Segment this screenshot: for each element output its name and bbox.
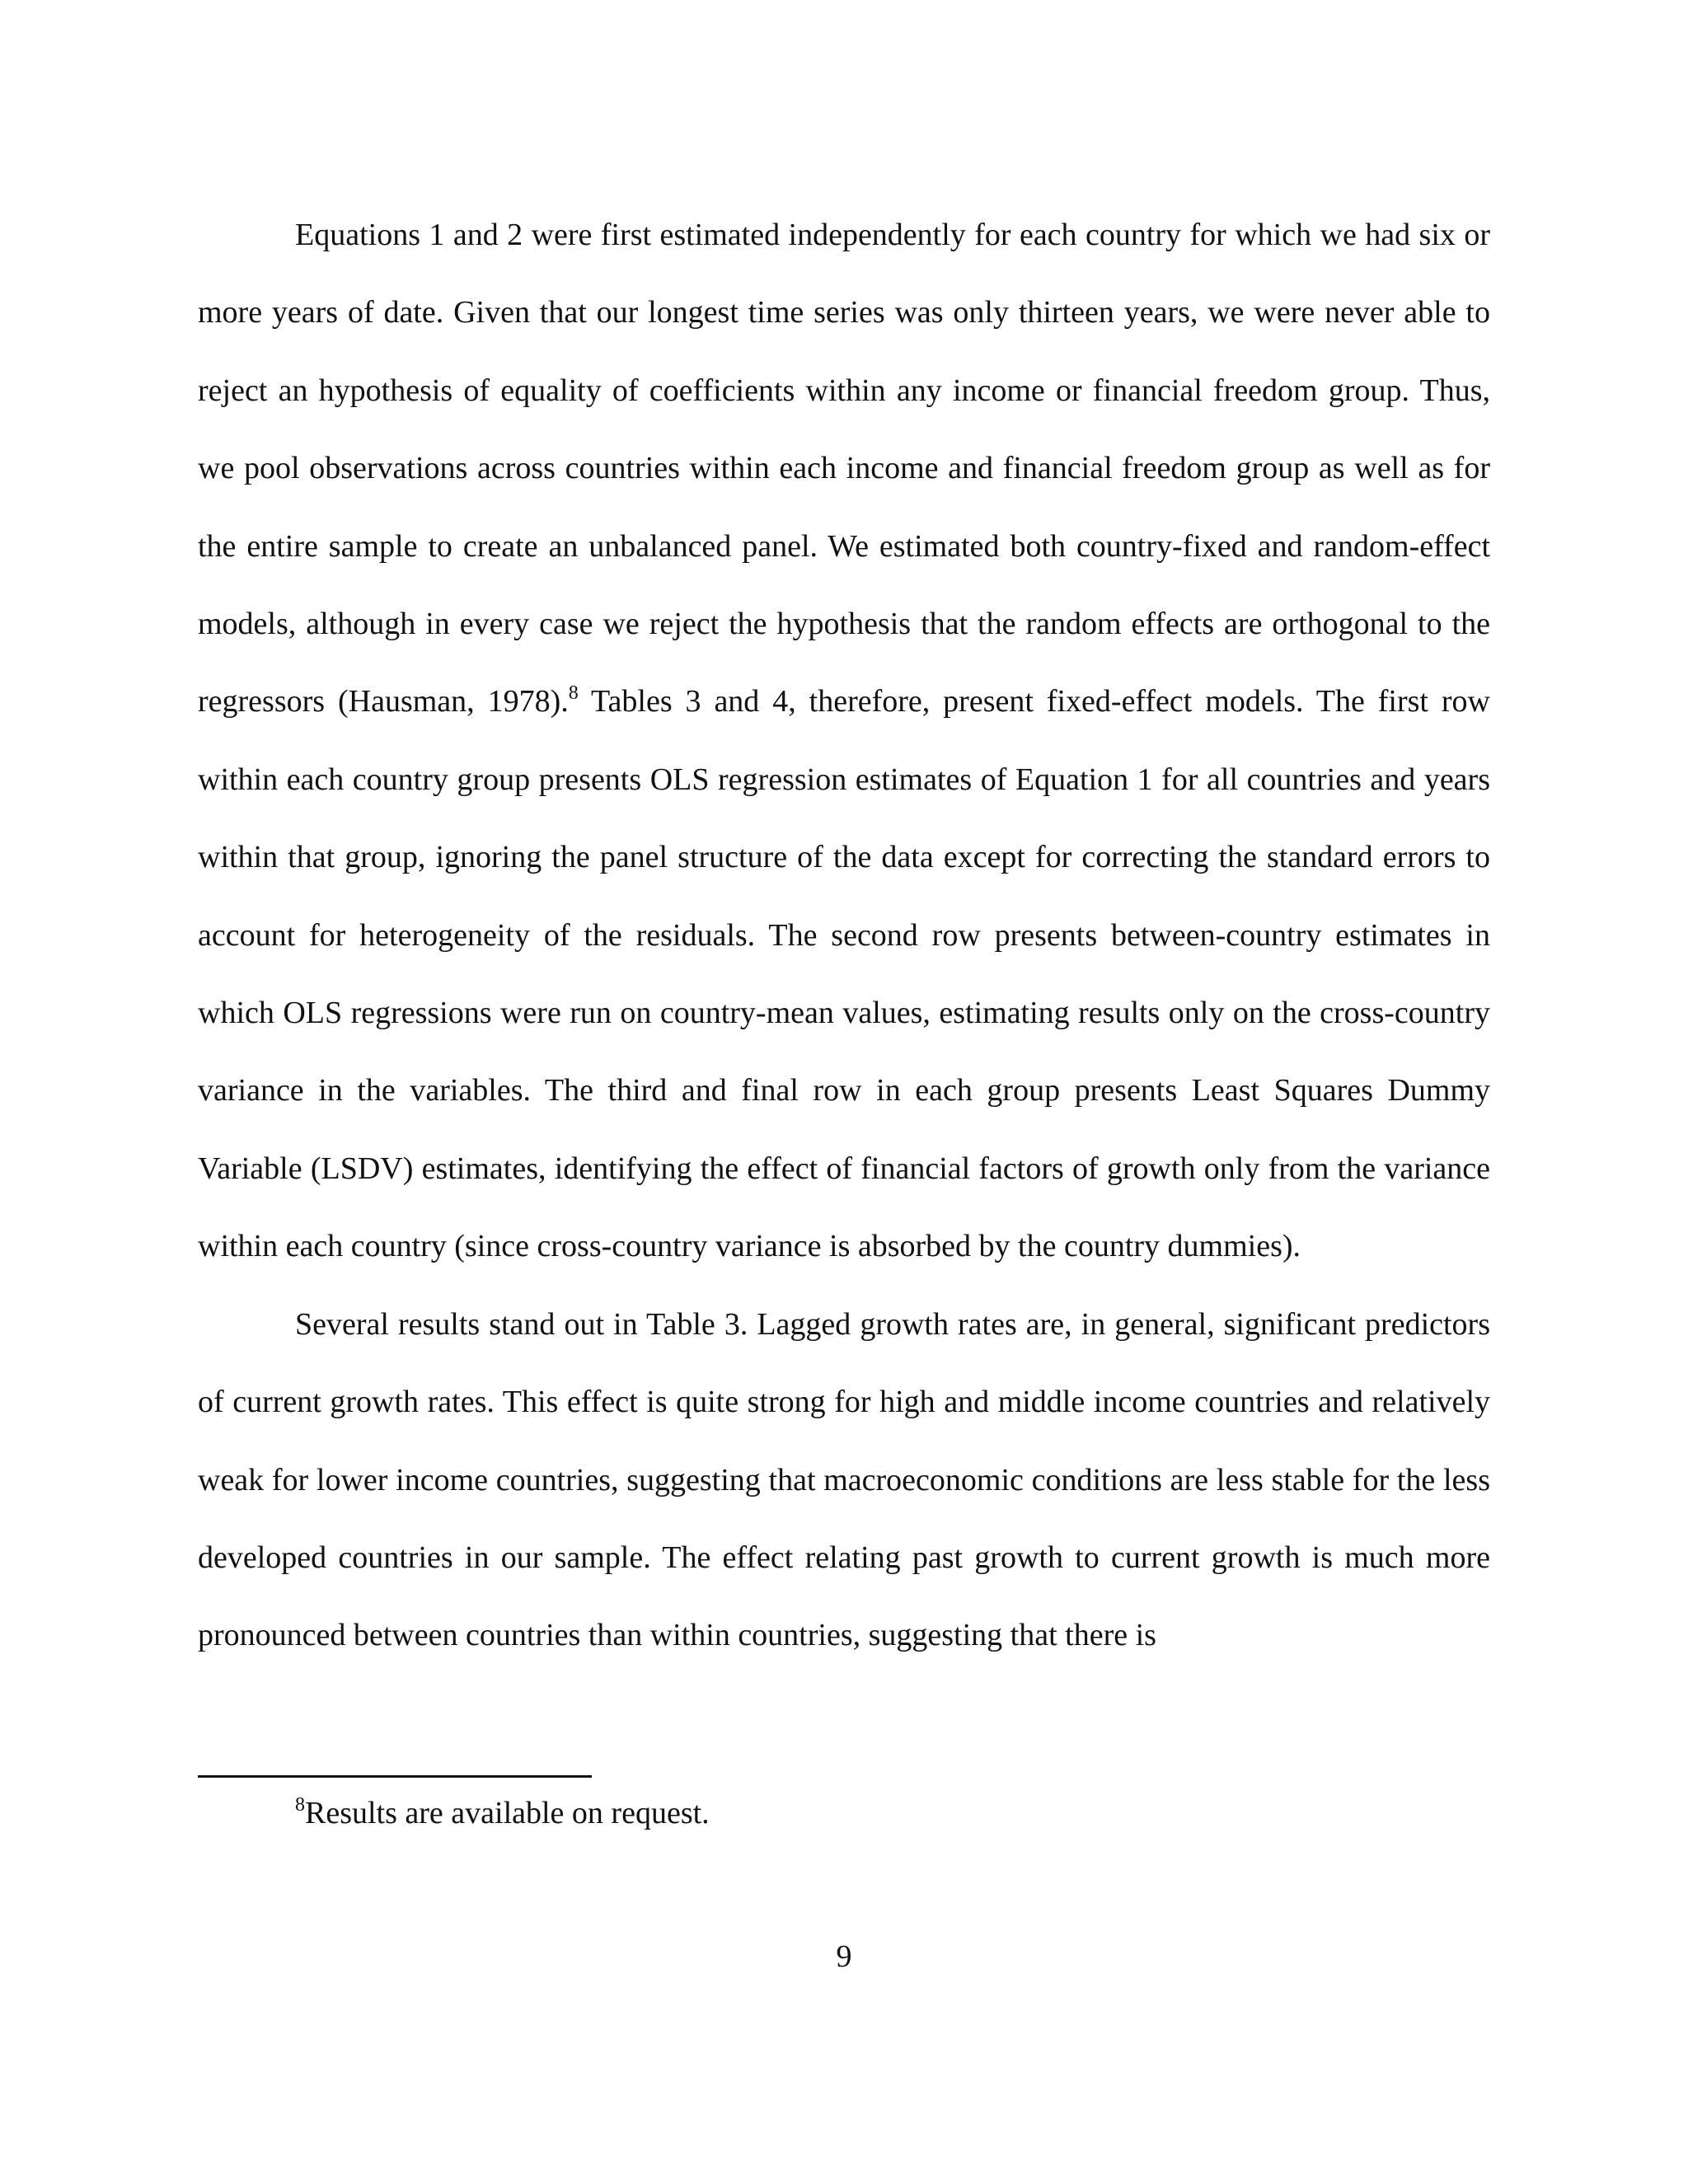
- footnote-8: [295, 1788, 710, 1838]
- paragraph-2: Several results stand out in Table 3. Lagged growth rates are, in general, significant predictors of current growth rates. This effect is quite strong for high and middle income countries and relatively weak for lower income countries, suggesting that macroeconomic conditions are less stable for the less developed countries in our sample. The effect relating past growth to current growth is much more pronounced between countries than within countries, suggesting that there is: [198, 1306, 1490, 1653]
- footnote-text: Results are available on request.: [305, 1796, 710, 1830]
- footnote-divider: [198, 1775, 592, 1778]
- paragraph-1: [198, 196, 1490, 1286]
- footnote-ref-8: 8: [568, 682, 579, 705]
- paragraph-1-text-start: Equations 1 and 2 were first estimated independently for each country for which we had six or more years of date. Given that our longest time series was only thirteen years, we were never able to reject an hypothesis of equality of coefficients within any income or financial freedom group. Thus, we pool observations across countries within each income and financial freedom group as well as for the entire sample to create an unbalanced panel. We estimated both country-fixed and random-effect models, although in every case we reject the hypothesis that the random effects are orthogonal to the regressors (Hausman, 1978).: [198, 218, 1490, 719]
- footnote-marker: 8: [295, 1794, 305, 1816]
- paragraph-1-text-end: Tables 3 and 4, therefore, present fixed-effect models. The first row within each country group presents OLS regression estimates of Equation 1 for all countries and years within that group, ignoring the panel structure of the data except for correcting the standard errors to account for heterogeneity of the residuals. The second row presents between-country estimates in which OLS regressions were run on country-mean values, estimating results only on the cross-country variance in the variables. The third and final row in each group presents Least Squares Dummy Variable (LSDV) estimates, identifying the effect of financial factors of growth only from the variance within each country (since cross-country variance is absorbed by the country dummies).: [198, 684, 1490, 1264]
- body-text: [198, 196, 1490, 1675]
- page-number: 9: [836, 1939, 852, 1974]
